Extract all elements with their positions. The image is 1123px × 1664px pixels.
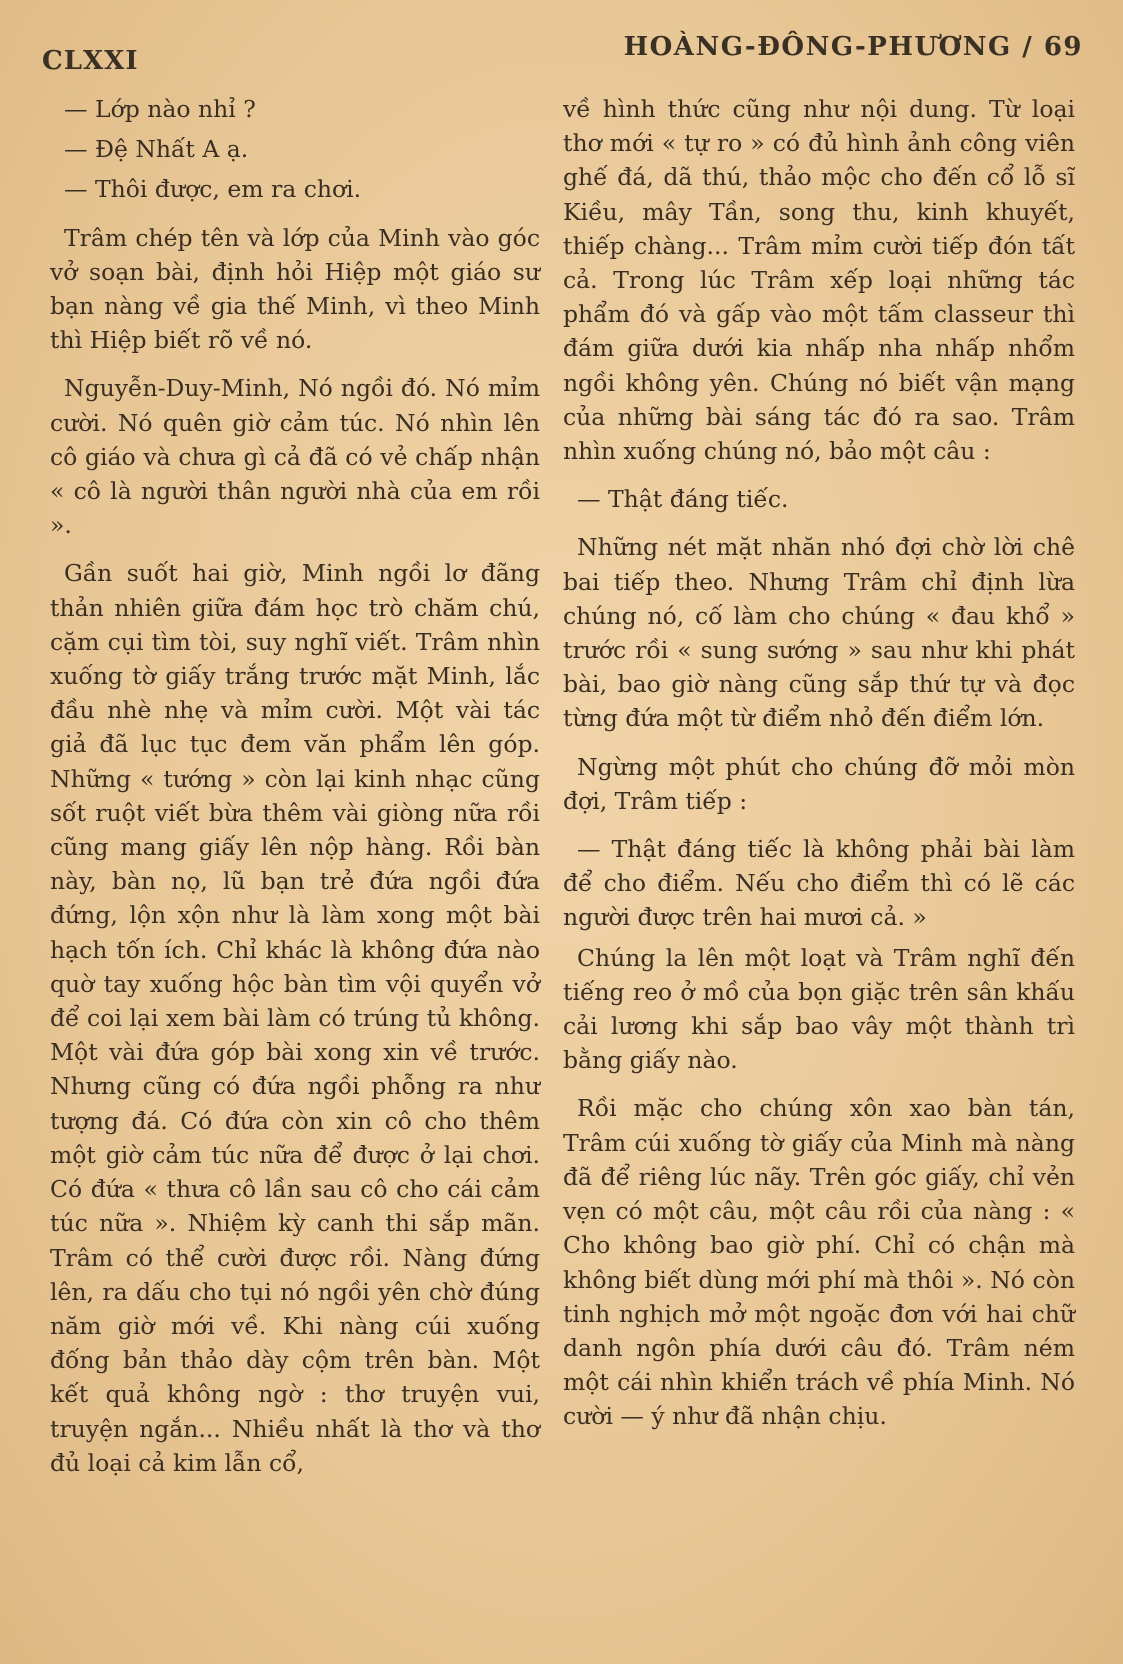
paragraph: Rồi mặc cho chúng xôn xao bàn tán, Trâm cúi xuống tờ giấy của Minh mà nàng đã để riêng lúc nãy. Trên góc giấy, chỉ vẻn vẹn có một câu, một câu rồi của nàng : « Cho không bao giờ phí. Chỉ có chận mà không biết dùng mới phí mà thôi ». Nó còn tinh nghịch mở một ngoặc đơn với hai chữ danh ngôn phía dưới câu đó. Trâm ném một cái nhìn khiển trách về phía Minh. Nó cười — ý như đã nhận chịu. — [563, 1094, 1075, 1431]
paragraph: Những nét mặt nhăn nhó đợi chờ lời chê bai tiếp theo. Nhưng Trâm chỉ định lừa chúng nó, cố làm cho chúng « đau khổ » trước rồi « sung sướng » sau như khi phát bài, bao giờ nàng cũng sắp thứ tự và đọc từng đứa một từ điểm nhỏ đến điểm lớn. — [563, 533, 1075, 733]
paragraph: Gần suốt hai giờ, Minh ngồi lơ đãng thản nhiên giữa đám học trò chăm chú, cặm cụi tìm tòi, suy nghĩ viết. Trâm nhìn xuống tờ giấy trắng trước mặt Minh, lắc đầu nhè nhẹ và mỉm cười. Một vài tác giả đã lục tục đem văn phẩm lên góp. Những « tướng » còn lại kinh nhạc cũng sốt ruột viết bừa thêm vài giòng nữa rồi cũng mang giấy lên nộp hàng. Rồi bàn này, bàn nọ, lũ bạn trẻ đứa ngồi đứa đứng, lộn xộn như là làm xong một bài hạch tốn ích. Chỉ khác là không đứa nào quờ tay xuống hộc bàn tìm vội quyển vở để coi lại xem bài làm có trúng tủ không. Một vài đứa góp bài xong xin về trước. Nhưng cũng có đứa ngồi phỗng ra như tượng đá. Có đứa còn xin cô cho thêm một giờ cảm túc nữa để được ở lại chơi. Có đứa « thưa cô lần sau cô cho cái cảm túc nữa ». Nhiệm kỳ canh thi sắp mãn. Trâm có thể cười được rồi. Nàng đứng lên, ra dấu cho tụi nó ngồi yên chờ đúng năm giờ mới về. Khi nàng cúi xuống đống bản thảo dày cộm trên bàn. Một kết quả không ngờ : thơ truyện vui, truyện ngắn... Nhiều nhất là thơ và thơ đủ loại cả kim lẫn cổ, — [50, 559, 540, 1477]
paragraph: — Thôi được, em ra chơi. — [64, 175, 362, 204]
paragraph: — Lớp nào nhỉ ? — [64, 95, 256, 123]
left-column — [50, 92, 540, 1486]
paragraph: Trâm chép tên và lớp của Minh vào góc vở soạn bài, định hỏi Hiệp một giáo sư bạn nàng về gia thế Minh, vì theo Minh thì Hiệp biết rõ về nó. — [50, 223, 540, 355]
running-title: HOÀNG-ĐÔNG-PHƯƠNG / 69 — [623, 32, 1083, 62]
paragraph: — Thật đáng tiếc. — [577, 485, 789, 514]
paragraph: — Thật đáng tiếc là không phải bài làm để cho điểm. Nếu cho điểm thì có lẽ các người được trên hai mươi cả. » — [563, 835, 1075, 932]
chapter-number: CLXXI — [42, 46, 139, 76]
paragraph: Nguyễn-Duy-Minh, Nó ngồi đó. Nó mỉm cười. Nó quên giờ cảm túc. Nó nhìn lên cô giáo và chưa gì cả đã có vẻ chấp nhận « cô là người thân người nhà của em rồi ». — [50, 374, 540, 540]
page-header — [38, 28, 1083, 76]
paragraph: Chúng la lên một loạt và Trâm nghĩ đến tiếng reo ở mồ của bọn giặc trên sân khấu cải lương khi sắp bao vây một thành trì bằng giấy nào. — [563, 943, 1075, 1075]
paragraph: Ngừng một phút cho chúng đỡ mỏi mòn đợi, Trâm tiếp : — [563, 752, 1075, 815]
right-column — [563, 92, 1075, 1440]
paragraph: về hình thức cũng như nội dung. Từ loại thơ mới « tự ro » có đủ hình ảnh công viên ghế đá, dã thú, thảo mộc cho đến cổ lỗ sĩ Kiều, mây Tần, song thu, kinh khuyết, thiếp chàng... Trâm mỉm cười tiếp đón tất cả. Trong lúc Trâm xếp loại những tác phẩm đó và gấp vào một tấm classeur thì đám giữa dưới kia nhấp nha nhấp nhổm ngồi không yên. Chúng nó biết vận mạng của những bài sáng tác đó ra sao. Trâm nhìn xuống chúng nó, bảo một câu : — [563, 95, 1075, 466]
paragraph: — Đệ Nhất A ạ. — [64, 135, 249, 164]
